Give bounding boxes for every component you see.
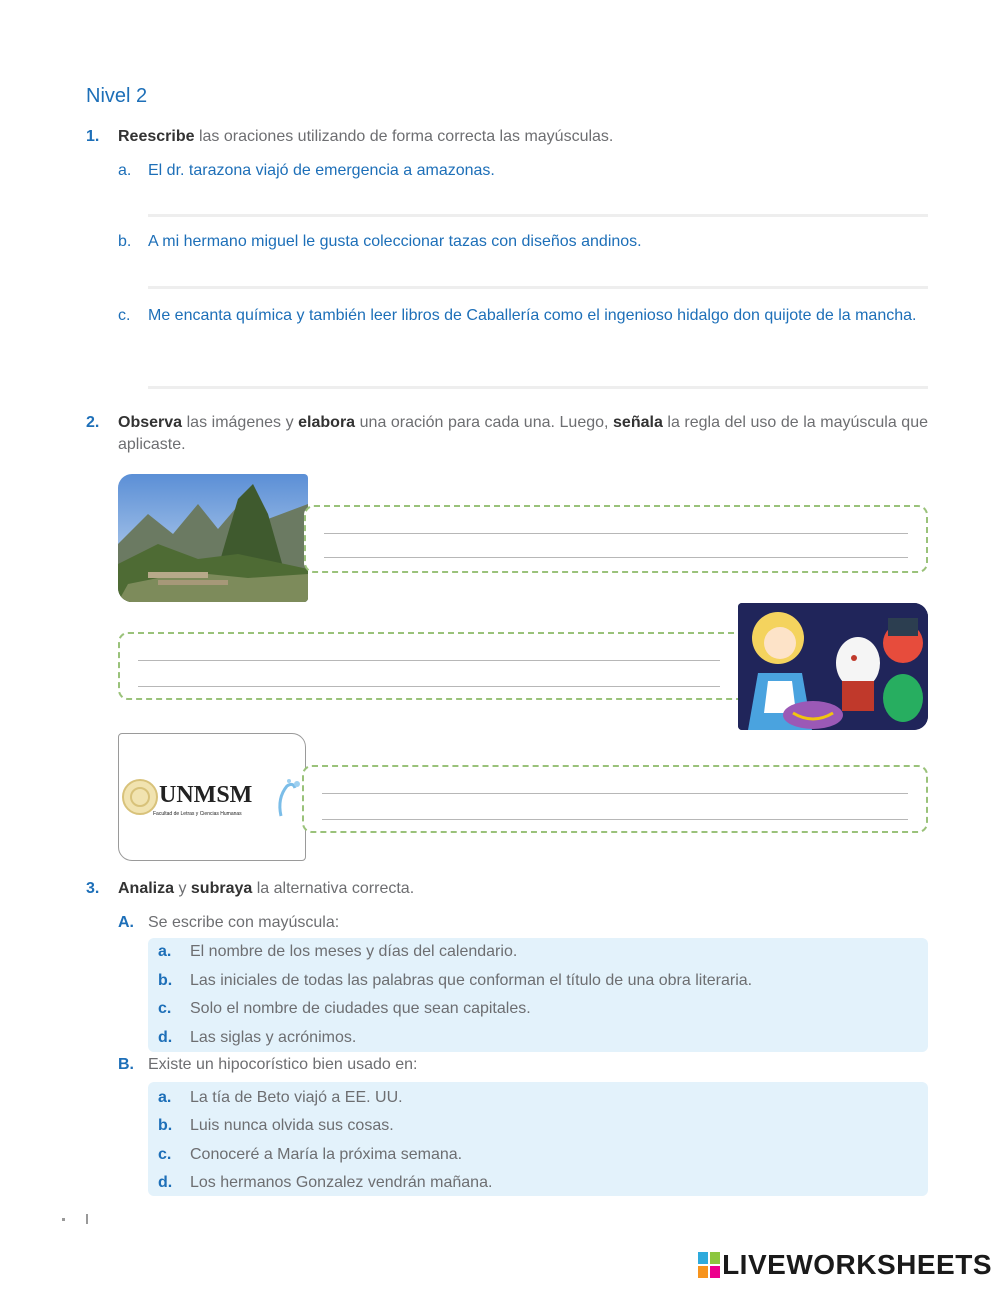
options-a <box>148 938 928 1052</box>
answer-box-1[interactable] <box>304 505 928 573</box>
answer-line-c[interactable] <box>148 386 928 389</box>
question-number: 1. <box>86 128 100 145</box>
subquestion-a: A. Se escribe con mayúscula: <box>118 914 340 931</box>
option[interactable]: b. Las iniciales de todas las palabras que conforman el título de una obra literaria. <box>158 972 753 989</box>
item-c <box>118 302 930 330</box>
item-text: A mi hermano miguel le gusta coleccionar tazas con diseños andinos. <box>148 233 642 250</box>
option[interactable]: d. Las siglas y acrónimos. <box>158 1029 357 1046</box>
option[interactable]: d. Los hermanos Gonzalez vendrán mañana. <box>158 1174 493 1191</box>
page-mark <box>62 1218 65 1221</box>
question-2 <box>86 412 928 456</box>
answer-box-3[interactable] <box>302 765 928 833</box>
item-letter: a. <box>118 162 132 179</box>
option[interactable]: c. Solo el nombre de ciudades que sean capitales. <box>158 1000 531 1017</box>
option[interactable]: a. La tía de Beto viajó a EE. UU. <box>158 1089 403 1106</box>
torch-icon <box>271 778 303 818</box>
liveworksheets-logo-icon <box>698 1252 720 1278</box>
answer-box-2[interactable] <box>118 632 752 700</box>
logo-title: UNMSM <box>159 782 253 808</box>
item-letter: b. <box>118 233 132 250</box>
brand-footer[interactable] <box>698 1249 992 1281</box>
option[interactable]: b. Luis nunca olvida sus cosas. <box>158 1117 394 1134</box>
brand-text: LIVEWORKSHEETS <box>722 1249 992 1280</box>
item-b <box>118 228 928 256</box>
page-mark <box>86 1214 88 1224</box>
answer-line-b[interactable] <box>148 286 928 289</box>
question-1 <box>86 126 936 148</box>
answer-line-a[interactable] <box>148 214 928 217</box>
subquestion-b: B. Existe un hipocorístico bien usado en: <box>118 1056 418 1073</box>
machu-picchu-image <box>118 474 308 602</box>
level-heading: Nivel 2 <box>86 85 148 107</box>
alice-cartoon-image <box>738 603 928 730</box>
question-number: 2. <box>86 414 100 431</box>
instruction-verb: Reescribe <box>118 128 195 145</box>
unmsm-logo-image <box>118 733 306 861</box>
instruction-text: Observa las imágenes y elabora una oración para cada una. Luego, señala la regla del uso de la mayúscula que aplicaste. <box>118 414 928 453</box>
item-a <box>118 157 928 185</box>
options-b <box>148 1082 928 1196</box>
item-text: El dr. tarazona viajó de emergencia a amazonas. <box>148 162 495 179</box>
option[interactable]: c. Conoceré a María la próxima semana. <box>158 1146 463 1163</box>
item-text: Me encanta química y también leer libros de Caballería como el ingenioso hidalgo don quijote de la mancha. <box>148 307 917 324</box>
logo-subtitle: Facultad de Letras y Ciencias Humanas <box>153 811 242 817</box>
item-letter: c. <box>118 307 131 324</box>
question-3: 3. Analiza y subraya la alternativa correcta. <box>86 878 936 900</box>
question-number: 3. <box>86 880 100 897</box>
option[interactable]: a. El nombre de los meses y días del calendario. <box>158 943 518 960</box>
instruction-text: las oraciones utilizando de forma correcta las mayúsculas. <box>194 128 614 145</box>
